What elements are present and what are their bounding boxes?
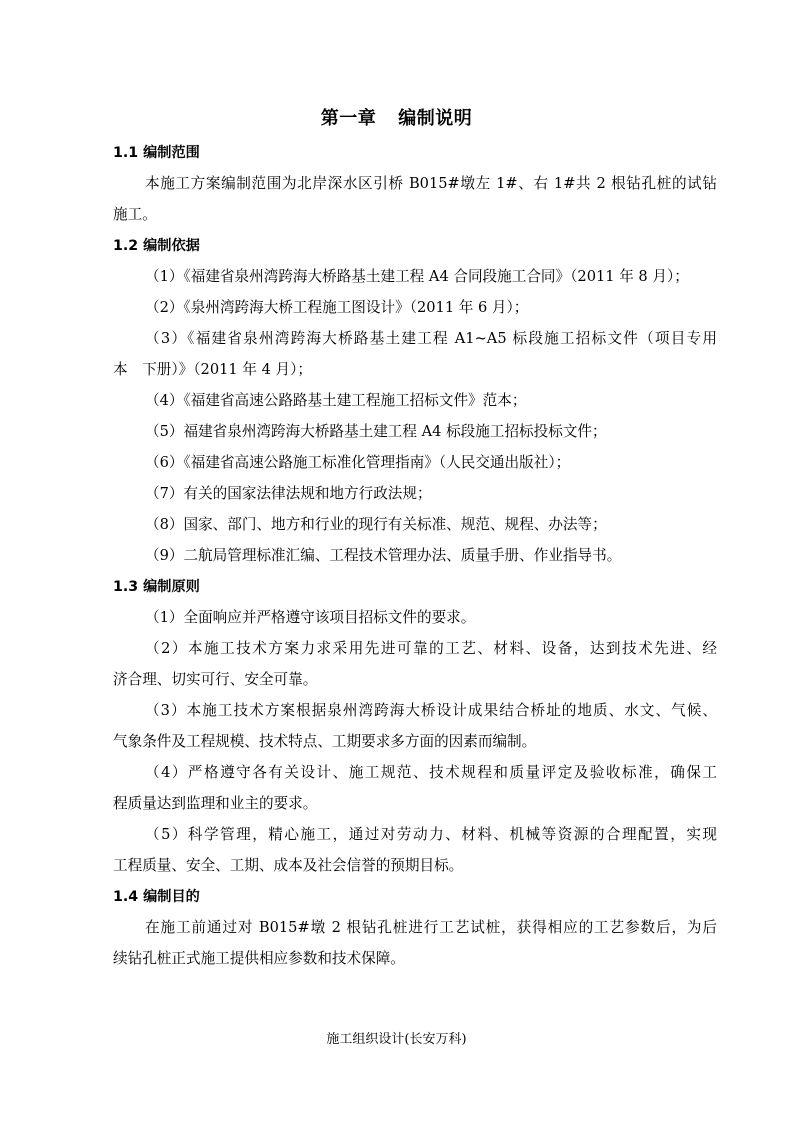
chapter-name: 编制说明 [398,108,473,129]
list-item-continuation: 济合理、切实可行、安全可靠。 [113,671,318,688]
list-item: （3）本施工技术方案根据泉州湾跨海大桥设计成果结合桥址的地质、水文、气候、 [145,702,717,719]
paragraph-line: 本施工方案编制范围为北岸深水区引桥 B015#墩左 1#、右 1#共 2 根钻孔桩的试钻 [145,175,717,192]
page-footer: 施工组织设计(长安万科) [326,1032,467,1047]
list-item-continuation: 本 下册）》（2011 年 4 月）； [113,361,312,378]
paragraph-line: 续钻孔桩正式施工提供相应参数和技术保障。 [113,950,405,967]
section-heading-1-1: 1.1 编制范围 [113,145,200,161]
list-item: （5）科学管理，精心施工，通过对劳动力、材料、机械等资源的合理配置，实现 [145,826,717,843]
list-item-continuation: 程质量达到监理和业主的要求。 [113,795,318,812]
list-item: （8）国家、部门、地方和行业的现行有关标准、规范、规程、办法等； [145,516,607,533]
paragraph-line: 施工。 [113,206,157,223]
section-heading-1-2: 1.2 编制依据 [113,238,200,254]
section-heading-1-4: 1.4 编制目的 [113,889,200,905]
paragraph-line: 在施工前通过对 B015#墩 2 根钻孔桩进行工艺试桩，获得相应的工艺参数后，为后 [145,919,717,936]
list-item: （2）本施工技术方案力求采用先进可靠的工艺、材料、设备，达到技术先进、经 [145,640,717,657]
list-item: （4）《福建省高速公路路基土建工程施工招标文件》范本； [145,392,527,409]
list-item: （3）《福建省泉州湾跨海大桥路基土建工程 A1~A5 标段施工招标文件（项目专用 [145,330,717,347]
list-item: （6）《福建省高速公路施工标准化管理指南》（人民交通出版社）； [145,454,571,471]
chapter-number: 第一章 [320,108,377,129]
list-item-continuation: 工程质量、安全、工期、成本及社会信誉的预期目标。 [113,857,464,874]
list-item-continuation: 气象条件及工程规模、技术特点、工期要求多方面的因素而编制。 [113,733,537,750]
list-item: （7）有关的国家法律法规和地方行政法规； [145,485,432,502]
chapter-title [0,104,793,130]
section-heading-1-3: 1.3 编制原则 [113,579,200,595]
list-item: （9）二航局管理标准汇编、工程技术管理办法、质量手册、作业指导书。 [145,547,622,564]
list-item: （1）《福建省泉州湾跨海大桥路基土建工程 A4 合同段施工合同》（2011 年 8 月）； [145,268,689,285]
list-item: （4）严格遵守各有关设计、施工规范、技术规程和质量评定及验收标准，确保工 [145,764,717,781]
list-item: （1）全面响应并严格遵守该项目招标文件的要求。 [145,609,476,626]
list-item: （2）《泉州湾跨海大桥工程施工图设计》（2011 年 6 月）； [145,299,529,316]
list-item: （5）福建省泉州湾跨海大桥路基土建工程 A4 标段施工招标投标文件； [145,423,607,440]
